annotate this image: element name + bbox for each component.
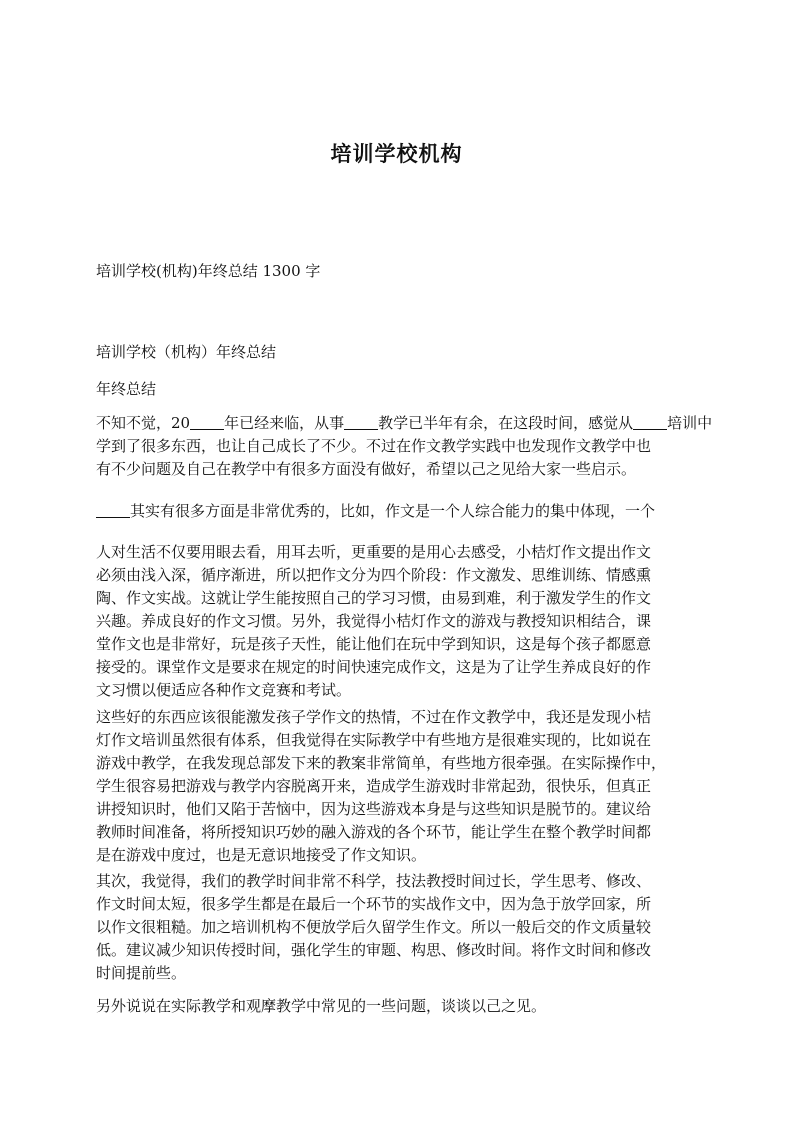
paragraph-line: 接受的。课堂作文是要求在规定的时间快速完成作文，这是为了让学生养成良好的作 bbox=[96, 658, 652, 676]
fill-in-blank bbox=[96, 503, 130, 518]
text-segment: 不知不觉，20 bbox=[96, 414, 191, 432]
paragraph-line: 时间提前些。 bbox=[96, 964, 187, 982]
paragraph-2-line-1 bbox=[96, 500, 696, 523]
text-segment: 培训中 bbox=[667, 414, 713, 432]
fill-in-blank bbox=[190, 415, 224, 430]
fill-in-blank bbox=[633, 415, 667, 430]
paragraph-6 bbox=[96, 995, 696, 1018]
paragraph-line: 低。建议减少知识传授时间，强化学生的审题、构思、修改时间。将作文时间和修改 bbox=[96, 941, 652, 959]
paragraph-5 bbox=[96, 870, 696, 985]
paragraph-1-line-1 bbox=[96, 412, 713, 435]
paragraph-line: 学生很容易把游戏与教学内容脱离开来，造成学生游戏时非常起劲，很快乐，但真正 bbox=[96, 777, 652, 795]
text-segment: 其实有很多方面是非常优秀的，比如，作文是一个人综合能力的集中体现，一个 bbox=[130, 502, 656, 520]
paragraph-line: 文习惯以便适应各种作文竞赛和考试。 bbox=[96, 681, 352, 699]
paragraph-2 bbox=[96, 500, 696, 523]
paragraph-line: 其次，我觉得，我们的教学时间非常不科学，技法教授时间过长，学生思考、修改、 bbox=[96, 872, 652, 890]
fill-in-blank bbox=[344, 415, 378, 430]
section-heading: 培训学校（机构）年终总结 bbox=[96, 343, 277, 361]
document-title: 培训学校机构 bbox=[330, 141, 463, 166]
paragraph-4 bbox=[96, 706, 696, 867]
paragraph-line: 教师时间准备，将所授知识巧妙的融入游戏的各个环节，能让学生在整个教学时间都 bbox=[96, 823, 652, 841]
paragraph-line: 这些好的东西应该很能激发孩子学作文的热情，不过在作文教学中，我还是发现小桔 bbox=[96, 708, 652, 726]
paragraph-line: 游戏中教学，在我发现总部发下来的教案非常简单，有些地方很牵强。在实际操作中， bbox=[96, 754, 667, 772]
paragraph-line: 陶、作文实战。这就让学生能按照自己的学习习惯，由易到难，利于激发学生的作文 bbox=[96, 589, 652, 607]
paragraph-1 bbox=[96, 412, 713, 481]
section-subheading: 年终总结 bbox=[96, 380, 157, 398]
paragraph-line: 作文时间太短，很多学生都是在最后一个环节的实战作文中，因为急于放学回家，所 bbox=[96, 895, 652, 913]
text-segment: 年已经来临，从事 bbox=[224, 414, 345, 432]
paragraph-line: 人对生活不仅要用眼去看，用耳去听，更重要的是用心去感受，小桔灯作文提出作文 bbox=[96, 543, 652, 561]
paragraph-line: 灯作文培训虽然很有体系，但我觉得在实际教学中有些地方是很难实现的，比如说在 bbox=[96, 731, 652, 749]
paragraph-line: 另外说说在实际教学和观摩教学中常见的一些问题，谈谈以己之见。 bbox=[96, 997, 547, 1015]
paragraph-1-line-2: 学到了很多东西，也让自己成长了不少。不过在作文教学实践中也发现作文教学中也 bbox=[96, 437, 652, 455]
paragraph-1-line-3: 有不少问题及自己在教学中有很多方面没有做好，希望以己之见给大家一些启示。 bbox=[96, 460, 637, 478]
paragraph-3 bbox=[96, 541, 696, 702]
document-subtitle: 培训学校(机构)年终总结 1300 字 bbox=[96, 262, 321, 280]
paragraph-line: 讲授知识时，他们又陷于苦恼中，因为这些游戏本身是与这些知识是脱节的。建议给 bbox=[96, 800, 652, 818]
paragraph-line: 兴趣。养成良好的作文习惯。另外，我觉得小桔灯作文的游戏与教授知识相结合，课 bbox=[96, 612, 652, 630]
paragraph-line: 堂作文也是非常好，玩是孩子天性，能让他们在玩中学到知识，这是每个孩子都愿意 bbox=[96, 635, 652, 653]
paragraph-line: 必须由浅入深，循序渐进，所以把作文分为四个阶段：作文激发、思维训练、情感熏 bbox=[96, 566, 652, 584]
text-segment: 教学已半年有余，在这段时间，感觉从 bbox=[378, 414, 634, 432]
paragraph-line: 以作文很粗糙。加之培训机构不便放学后久留学生作文。所以一般后交的作文质量较 bbox=[96, 918, 652, 936]
paragraph-line: 是在游戏中度过，也是无意识地接受了作文知识。 bbox=[96, 846, 427, 864]
